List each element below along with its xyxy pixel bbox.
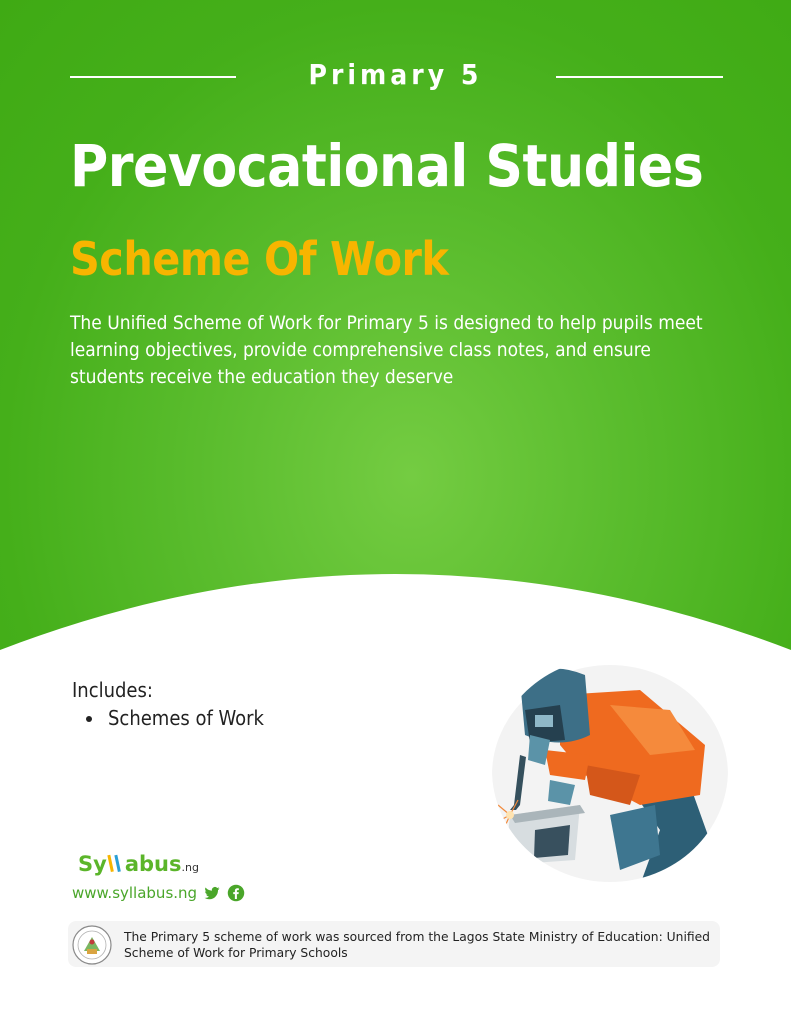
- logo-text-end: abus: [124, 852, 182, 876]
- website-row: [72, 884, 245, 902]
- source-note: [68, 921, 720, 967]
- list-item-label: Schemes of Work: [108, 706, 264, 730]
- welder-illustration: [490, 655, 730, 885]
- bullet-icon: [86, 716, 92, 722]
- logo-bars-icon: [107, 853, 125, 873]
- includes-heading: Includes:: [72, 678, 153, 702]
- website-link[interactable]: www.syllabus.ng: [72, 884, 198, 902]
- facebook-icon[interactable]: [227, 884, 245, 902]
- page-title: Prevocational Studies: [70, 132, 704, 200]
- logo-suffix: .ng: [181, 861, 199, 874]
- source-note-text: The Primary 5 scheme of work was sourced from the Lagos State Ministry of Education: Unified Scheme of Work for Primary Schools: [124, 930, 710, 960]
- list-item: [86, 705, 264, 731]
- grade-label: Primary 5: [308, 58, 483, 91]
- description: The Unified Scheme of Work for Primary 5 is designed to help pupils meet learning objectives, provide comprehensive class notes, and ensure students receive the education they deserve: [70, 312, 703, 388]
- twitter-icon[interactable]: [203, 884, 221, 902]
- ministry-seal-icon: [72, 925, 112, 965]
- page-subtitle: Scheme Of Work: [70, 232, 449, 286]
- divider-right: [556, 76, 723, 78]
- syllabus-logo[interactable]: [78, 852, 199, 876]
- logo-text-start: Sy: [78, 852, 107, 876]
- includes-list: [86, 705, 264, 731]
